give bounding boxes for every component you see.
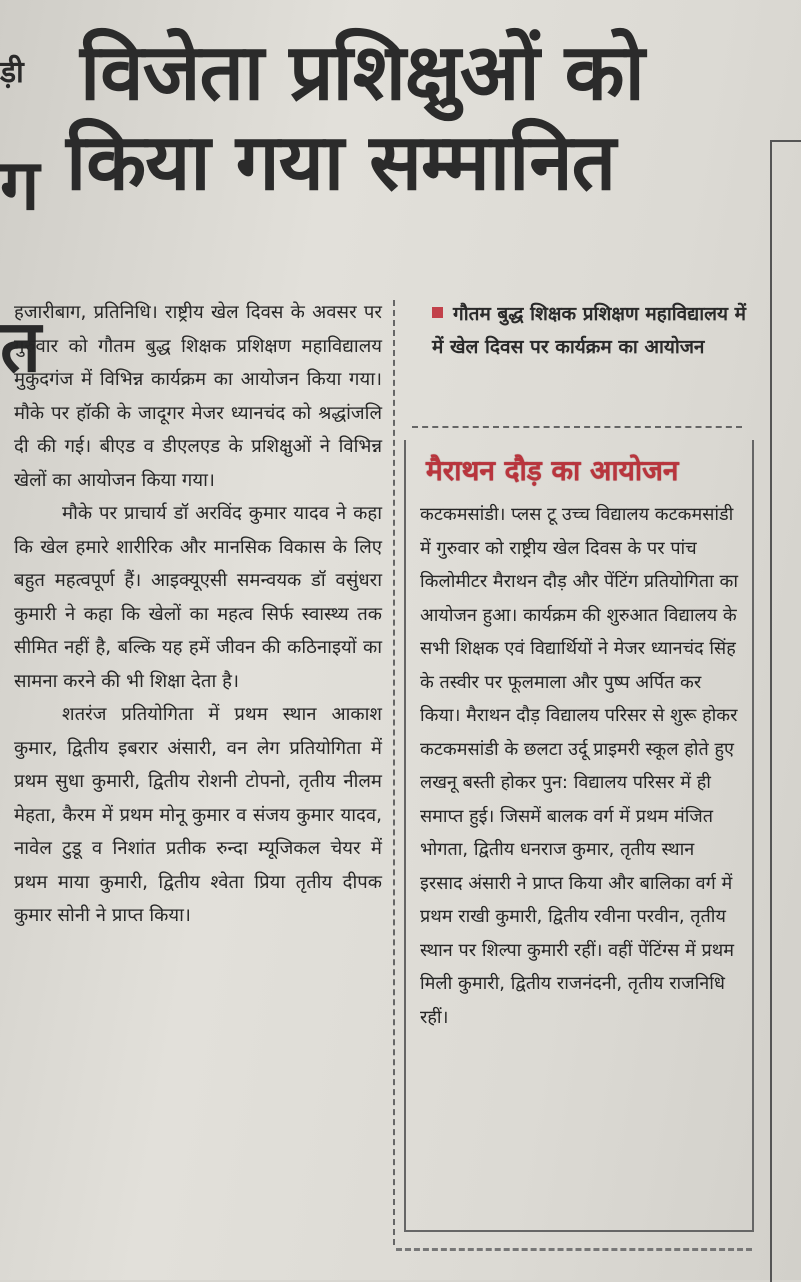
cut-off-headline-fragment: ड़ी <box>0 55 24 90</box>
column-divider <box>393 300 395 1245</box>
square-bullet-icon <box>432 307 443 318</box>
article-paragraph-3: शतरंज प्रतियोगिता में प्रथम स्थान आकाश कुमार, द्वितीय इबरार अंसारी, वन लेग प्रतियोगिता में प्रथम सुधा कुमारी, द्वितीय रोशनी टोपनो, तृतीय नीलम मेहता, कैरम में प्रथम मोनू कुमार व संजय कुमार यादव, नावेल टुडू व निशांत प्रतीक रुन्दा म्यूजिकल चेयर में प्रथम माया कुमारी, द्वितीय श्वेता प्रिया तृतीय दीपक कुमार सोनी ने प्राप्त किया। <box>14 704 382 926</box>
headline-line-2: किया गया सम्मानित <box>66 118 616 208</box>
adjacent-column-frame <box>770 140 801 1282</box>
left-article <box>14 296 382 933</box>
boxed-article-title: मैराथन दौड़ का आयोजन <box>426 454 679 487</box>
cut-off-headline-fragment-2: ग <box>0 144 40 226</box>
cut-off-headline-fragment-3: त <box>0 304 42 388</box>
bottom-divider <box>396 1248 752 1251</box>
subheading-text: गौतम बुद्ध शिक्षक प्रशिक्षण महाविद्यालय में में खेल दिवस पर कार्यक्रम का आयोजन <box>432 303 746 358</box>
subheading-divider <box>412 426 742 428</box>
article-paragraph-1: हजारीबाग, प्रतिनिधि। राष्ट्रीय खेल दिवस के अवसर पर गुरुवार को गौतम बुद्ध शिक्षक प्रशिक्षण महाविद्यालय मुकुंदगंज में विभिन्न कार्यक्रम का आयोजन किया गया। मौके पर हॉकी के जादूगर मेजर ध्यानचंद को श्रद्धांजलि दी की गई। बीएड व डीएलएड के प्रशिक्षुओं ने विभिन्न खेलों का आयोजन किया गया। <box>14 302 382 491</box>
headline-line-1: विजेता प्रशिक्षुओं को <box>80 28 644 118</box>
main-headline <box>60 28 760 208</box>
boxed-article-body: कटकमसांडी। प्लस टू उच्च विद्यालय कटकमसांडी में गुरुवार को राष्ट्रीय खेल दिवस के पर पांच किलोमीटर मैराथन दौड़ और पेंटिंग प्रतियोगिता का आयोजन हुआ। कार्यक्रम की शुरुआत विद्यालय के सभी शिक्षक एवं विद्यार्थियों ने मेजर ध्यानचंद सिंह के तस्वीर पर फूलमाला और पुष्प अर्पित कर किया। मैराथन दौड़ विद्यालय परिसर से शुरू होकर कटकमसांडी के छलटा उर्दू प्राइमरी स्कूल होते हुए लखनू बस्ती होकर पुन: विद्यालय परिसर में ही समाप्त हुई। जिसमें बालक वर्ग में प्रथम मंजित भोगता, द्वितीय धनराज कुमार, तृतीय स्थान इरसाद अंसारी ने प्राप्त किया और बालिका वर्ग में प्रथम राखी कुमारी, द्वितीय रवीना परवीन, तृतीय स्थान पर शिल्पा कुमारी रहीं। वहीं पेंटिंग्स में प्रथम मिली कुमारी, द्वितीय राजनंदनी, तृतीय राजनिधि रहीं। <box>420 504 739 1028</box>
subheading <box>432 298 752 364</box>
article-paragraph-2: मौके पर प्राचार्य डॉ अरविंद कुमार यादव ने कहा कि खेल हमारे शारीरिक और मानसिक विकास के लिए बहुत महत्वपूर्ण हैं। आइक्यूएसी समन्वयक डॉ वसुंधरा कुमारी ने कहा कि खेलों का महत्व सिर्फ स्वास्थ्य तक सीमित नहीं है, बल्कि यह हमें जीवन की कठिनाइयों का सामना करने की भी शिक्षा देता है। <box>14 503 382 692</box>
